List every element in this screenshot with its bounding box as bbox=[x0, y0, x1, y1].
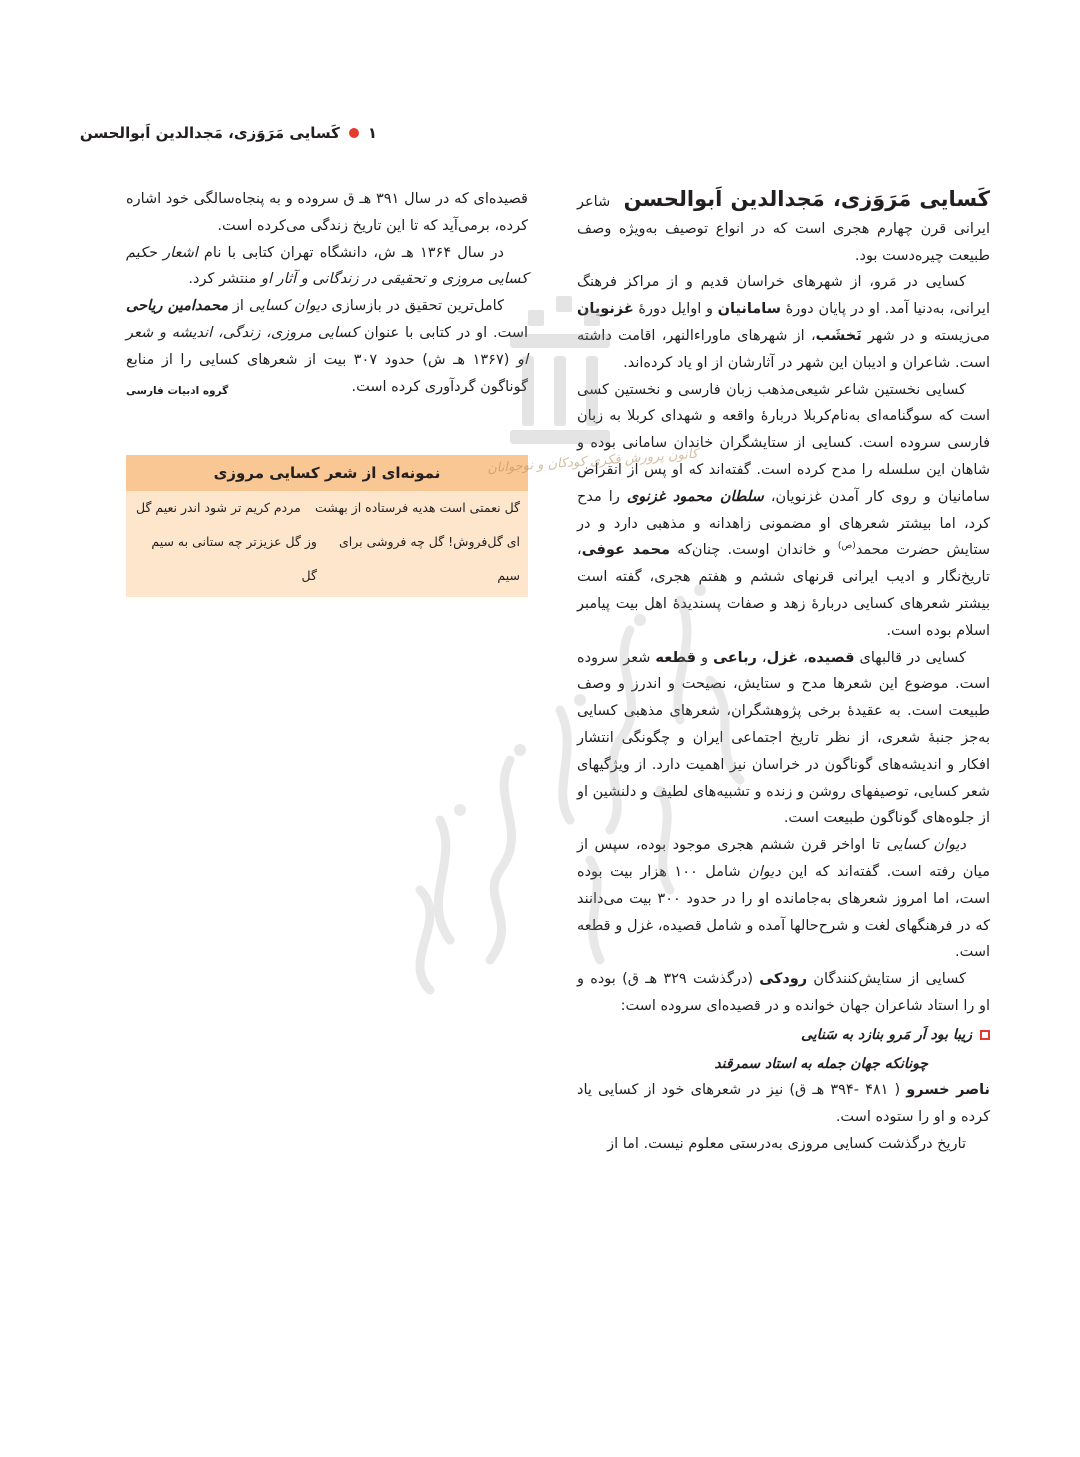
hemistich-right: ای گل‌فروش! گل چه فروشی برای سیم bbox=[339, 534, 520, 583]
bold-italic-term: سلطان محمود غزنوی bbox=[626, 488, 764, 505]
rudaki-paragraph bbox=[577, 966, 990, 1020]
right-column bbox=[577, 186, 990, 1158]
bold-term: غزل bbox=[766, 649, 799, 666]
text-run: ( ۴۸۱ -۳۹۴ هـ ق) نیز در شعرهای خود از کسایی یاد کرده و او را ستوده است. bbox=[577, 1082, 990, 1126]
text-run: از bbox=[228, 298, 249, 315]
text-run: و اوایل دورهٔ bbox=[633, 301, 718, 318]
text-run: و خاندان اوست. چنان‌که bbox=[670, 542, 838, 559]
bold-term: قطعه bbox=[655, 649, 697, 666]
header-title: کَسایی مَرَوَزی، مَجدالدین اَبوالحسن bbox=[79, 124, 340, 142]
shia-poet-paragraph bbox=[577, 377, 990, 645]
text-run: تا اواخر قرن ششم هجری موجود بوده، سپس از میان رفته است. گفته‌اند که این bbox=[577, 837, 990, 880]
left-column bbox=[126, 186, 528, 405]
text-run: می‌زیسته و در شهر bbox=[861, 327, 990, 344]
text-run: کسایی نخستین شاعر شیعی‌مذهب زبان فارسی و نخستین کسی است که سوگنامه‌ای به‌نام‌کربلا دربارهٔ واقعه و شهدای کربلا به زبان فارسی سروده است. کسایی از ستایشگران خاندان سامانی بوده و شاهان این سلسله را مدح کرده است. گفته‌اند که او پس از انقراض سامانیان و روی کار آمدن غزنویان، bbox=[577, 381, 990, 505]
text-run: ، bbox=[798, 649, 808, 666]
text-run: ، bbox=[756, 649, 767, 666]
naser-khosrow-paragraph bbox=[577, 1077, 990, 1131]
intro-paragraph bbox=[577, 186, 990, 269]
verse-line-2 bbox=[577, 1051, 990, 1078]
italic-term: دیوان کسایی bbox=[886, 837, 966, 854]
article-title: کَسایی مَرَوَزی، مَجدالدین اَبوالحسن bbox=[623, 187, 990, 211]
text-run: در سال ۱۳۶۴ هـ ش، دانشگاه تهران کتابی با نام bbox=[197, 244, 505, 261]
watermark-caption: کانون پرورش فکری کودکان و نوجوانان bbox=[486, 446, 699, 477]
bold-term: رودکی bbox=[759, 971, 808, 988]
divan-paragraph bbox=[577, 832, 990, 966]
bold-italic-term: محمدامین ریاحی bbox=[126, 298, 229, 315]
hemistich-right: گل نعمتی است هدیه فرستاده از بهشت bbox=[315, 500, 520, 515]
red-dot-icon bbox=[349, 128, 359, 138]
square-bullet-icon bbox=[980, 1030, 990, 1040]
forms-paragraph bbox=[577, 645, 990, 833]
italic-term: اشعار حکیم کسایی مروزی و تحقیقی در زندگانی و آثار او bbox=[126, 244, 528, 288]
text-run: (۱۳۶۷ هـ ش) حدود ۳۰۷ بیت از شعرهای کسایی را از منابع گوناگون گردآوری کرده است. bbox=[126, 351, 528, 395]
text-run: شعر سروده است. موضوع این شعرها مدح و ستایش، نصیحت و اندرز و وصف طبیعت است. به عقیدهٔ برخی پژوهشگران، شعرهای مذهبی کسایی به‌جز جنبهٔ شعری، از نظر تاریخ اجتماعی ایران و چگونگی انتشار افکار و اندیشه‌های گوناگون در خراسان نیز اهمیت دارد. از ویژگیهای شعر کسایی، توصیفهای روشن و زنده و تشبیه‌های لطیف و دلنشین او از جلوه‌های گوناگون طبیعت است. bbox=[577, 649, 990, 827]
italic-term: دیوان bbox=[748, 863, 781, 880]
text-run: منتشر کرد. bbox=[188, 271, 262, 288]
bold-term: نَخشَب bbox=[815, 327, 862, 344]
italic-term: کسایی مروزی، زندگی، اندیشه و شعر او bbox=[126, 324, 528, 368]
text-run: شامل ۱۰۰ هزار بیت بوده است، اما امروز شعرهای به‌جامانده او را در حدود ۳۰۰ بیت می‌دانند که در فرهنگهای لغت و شرح‌حالها آمده و شامل قصیده، غزل و قطعه است. bbox=[577, 863, 990, 961]
verse-line-1 bbox=[577, 1022, 990, 1049]
italic-term: دیوان کسایی bbox=[248, 298, 327, 315]
text-run: تاریخ درگذشت کسایی مروزی به‌درستی معلوم نیست. اما از bbox=[607, 1135, 966, 1152]
source-credit: گروه ادبیات فارسی bbox=[126, 385, 229, 398]
running-header bbox=[80, 124, 377, 142]
text-run: و bbox=[696, 649, 714, 666]
poem-row bbox=[126, 525, 528, 593]
text-run: (درگذشت ۳۲۹ هـ ق) بوده و او را استاد شاعران جهان خوانده و در قصیده‌ای سروده است: bbox=[577, 971, 990, 1014]
tehran-university-paragraph bbox=[126, 240, 528, 294]
text-run: قصیده‌ای که در سال ۳۹۱ هـ ق سروده و به پنجاه‌سالگی خود اشاره کرده، برمی‌آید که تا این تاریخ زندگی می‌کرده است. bbox=[126, 191, 528, 234]
verse-text: زیبا بود اَر مَرو بنازد به سَنایی bbox=[801, 1026, 972, 1043]
bold-term: غزنویان bbox=[577, 301, 634, 318]
hemistich-left: مردم کریم تر شود اندر نعیم گل bbox=[136, 500, 301, 515]
bold-term: قصیده bbox=[807, 649, 855, 666]
superscript: (ص) bbox=[837, 541, 856, 552]
hemistich-left: وز گل عزیزتر چه ستانی به سیم گل bbox=[151, 534, 317, 583]
page-number: ۱ bbox=[367, 124, 377, 142]
sample-poem-box bbox=[126, 455, 528, 597]
birthplace-paragraph bbox=[577, 269, 990, 376]
death-date-paragraph bbox=[577, 1131, 990, 1158]
text-run: کسایی در مَرو، از شهرهای خراسان قدیم و از مراکز فرهنگ ایرانی، به‌دنیا آمد. او در پایان دورهٔ bbox=[577, 274, 990, 318]
bold-term: ناصر خسرو bbox=[906, 1082, 990, 1099]
sample-box-title: نمونه‌ای از شعر کسایی مروزی bbox=[126, 455, 528, 491]
text-run: ، تاریخ‌نگار و ادیب ایرانی قرنهای ششم و هفتم هجری، گفته است بیشتر شعرهای کسایی دربارهٔ زهد و صفات پسندیدهٔ اهل بیت پیامبر اسلام بوده است. bbox=[577, 542, 990, 639]
intro-text: شاعر ایرانی قرن چهارم هجری است که در انواع توصیف به‌ویژه وصف طبیعت چیره‌دست بود. bbox=[577, 194, 990, 264]
text-run: را مدح کرد، اما بیشتر شعرهای او مضمونی زاهدانه و مذهبی دارد و در ستایش حضرت محمد bbox=[577, 488, 991, 559]
qasida-paragraph bbox=[126, 186, 528, 240]
bold-term: رباعی bbox=[713, 649, 757, 666]
bold-term: محمد عوفی bbox=[581, 542, 671, 559]
text-run: است. او در کتابی با عنوان bbox=[358, 324, 529, 341]
text-run: کسایی در قالبهای bbox=[854, 649, 966, 666]
text-run: کامل‌ترین تحقیق در بازسازی bbox=[326, 298, 504, 315]
verse-text: چونانکه جهان جمله به استاد سمرقند bbox=[714, 1055, 928, 1072]
bold-term: سامانیان bbox=[717, 301, 781, 318]
text-run: ، از شهرهای ماوراءالنهر، اقامت داشته است. شاعران و ادیبان این شهر در آثارشان از او یاد کرده‌اند. bbox=[577, 327, 990, 371]
text-run: کسایی از ستایش‌کنندگان bbox=[807, 971, 966, 988]
poem-row bbox=[126, 491, 528, 525]
